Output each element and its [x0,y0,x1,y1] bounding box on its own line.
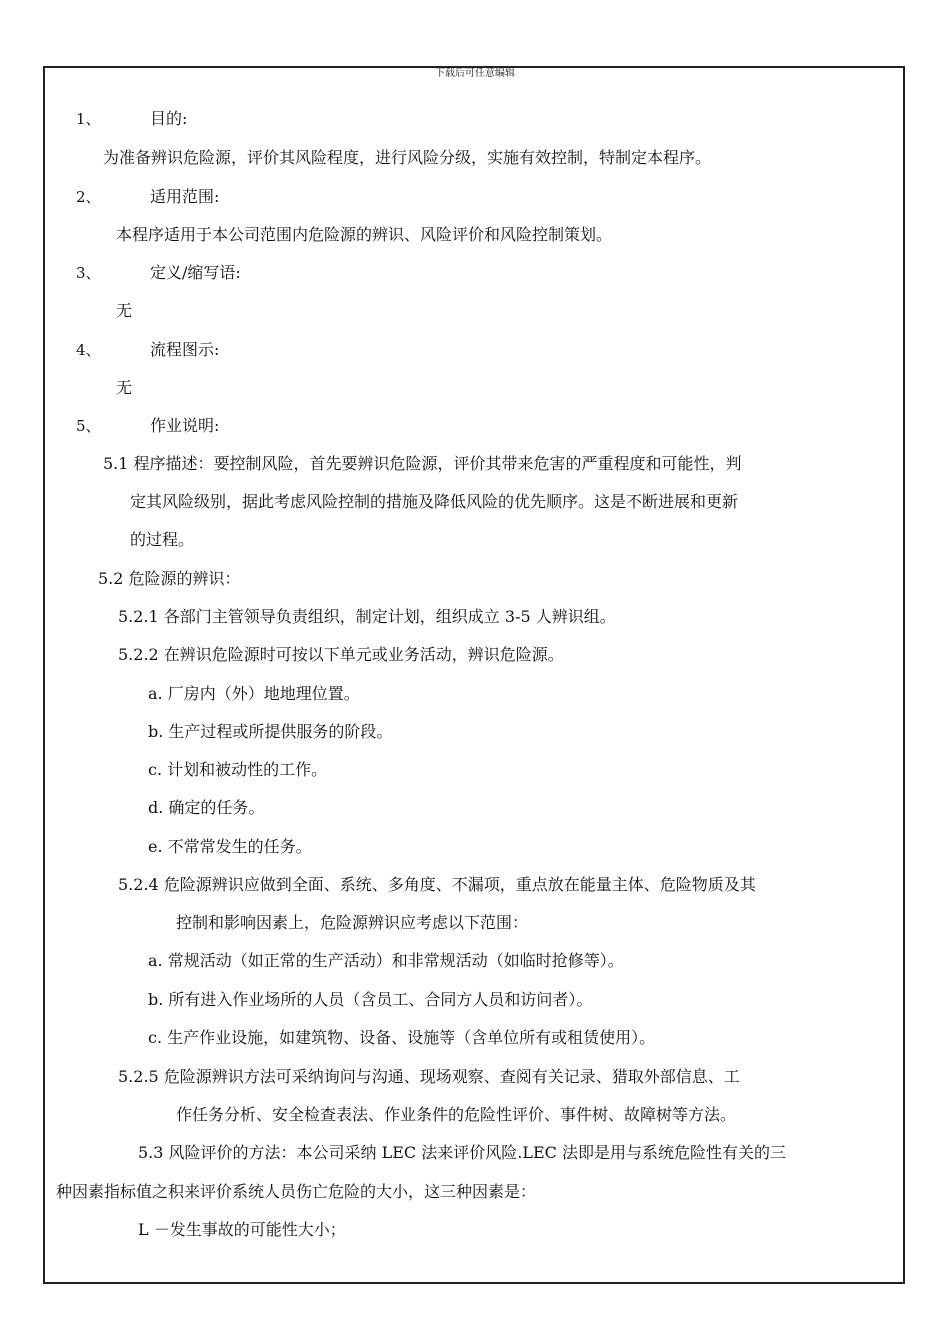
header-note: 下载后可任意编辑 [435,68,515,79]
para-5-2-1: 5.2.1 各部门主管领导负责组织，制定计划，组织成立 3-5 人辨识组。 [118,607,616,626]
list-item: b. 所有进入作业场所的人员（含员工、合同方人员和访问者）。 [148,990,593,1009]
section-3-title: 定义/缩写语: [150,263,241,282]
section-4-number: 4、 [76,341,101,359]
para-5-2-4-line-2: 控制和影响因素上，危险源辨识应考虑以下范围： [176,913,529,932]
list-item: b. 生产过程或所提供服务的阶段。 [148,722,393,741]
para-5-2-title: 5.2 危险源的辨识： [98,569,241,588]
section-2-body: 本程序适用于本公司范围内危险源的辨识、风险评价和风险控制策划。 [116,225,613,244]
list-item: a. 厂房内（外）地地理位置。 [148,684,360,703]
list-item: d. 确定的任务。 [148,798,265,817]
section-3-body: 无 [116,301,133,320]
para-5-3-line-1: 5.3 风险评价的方法：本公司采纳 LEC 法来评价风险.LEC 法即是用与系统危险性有关的三 [138,1143,786,1162]
section-4-body: 无 [116,378,133,397]
para-5-2-5-line-2: 作任务分析、安全检查表法、作业条件的危险性评价、事件树、故障树等方法。 [176,1105,737,1124]
list-item: e. 不常常发生的任务。 [148,837,312,856]
para-5-3-line-3: L －发生事故的可能性大小； [138,1220,346,1239]
para-5-3-line-2: 种因素指标值之积来评价系统人员伤亡危险的大小，这三种因素是： [56,1182,537,1201]
section-2-title: 适用范围: [150,187,220,206]
section-1-body: 为准备辨识危险源，评价其风险程度，进行风险分级，实施有效控制，特制定本程序。 [103,148,712,167]
section-1-number: 1、 [76,110,101,128]
list-item: c. 计划和被动性的工作。 [148,760,328,779]
list-item: a. 常规活动（如正常的生产活动）和非常规活动（如临时抢修等）。 [148,951,624,970]
section-1-title: 目的: [150,109,188,128]
para-5-2-2: 5.2.2 在辨识危险源时可按以下单元或业务活动，辨识危险源。 [118,645,564,664]
section-4-title: 流程图示: [150,340,220,359]
section-2-number: 2、 [76,188,101,206]
para-5-1-line-2: 定其风险级别，据此考虑风险控制的措施及降低风险的优先顺序。这是不断进展和更新 [130,492,739,511]
para-5-1-line-1: 5.1 程序描述：要控制风险，首先要辨识危险源，评价其带来危害的严重程度和可能性，判 [103,454,742,473]
para-5-2-4-line-1: 5.2.4 危险源辨识应做到全面、系统、多角度、不漏项，重点放在能量主体、危险物质及其 [118,875,756,894]
section-5-number: 5、 [76,417,101,435]
document-frame [43,66,905,1284]
list-item: c. 生产作业设施，如建筑物、设备、设施等（含单位所有或租赁使用）。 [148,1028,656,1047]
para-5-2-5-line-1: 5.2.5 危险源辨识方法可采纳询问与沟通、现场观察、查阅有关记录、猎取外部信息、工 [118,1067,740,1086]
para-5-1-line-3: 的过程。 [130,530,195,549]
section-5-title: 作业说明: [150,416,220,435]
section-3-number: 3、 [76,264,101,282]
